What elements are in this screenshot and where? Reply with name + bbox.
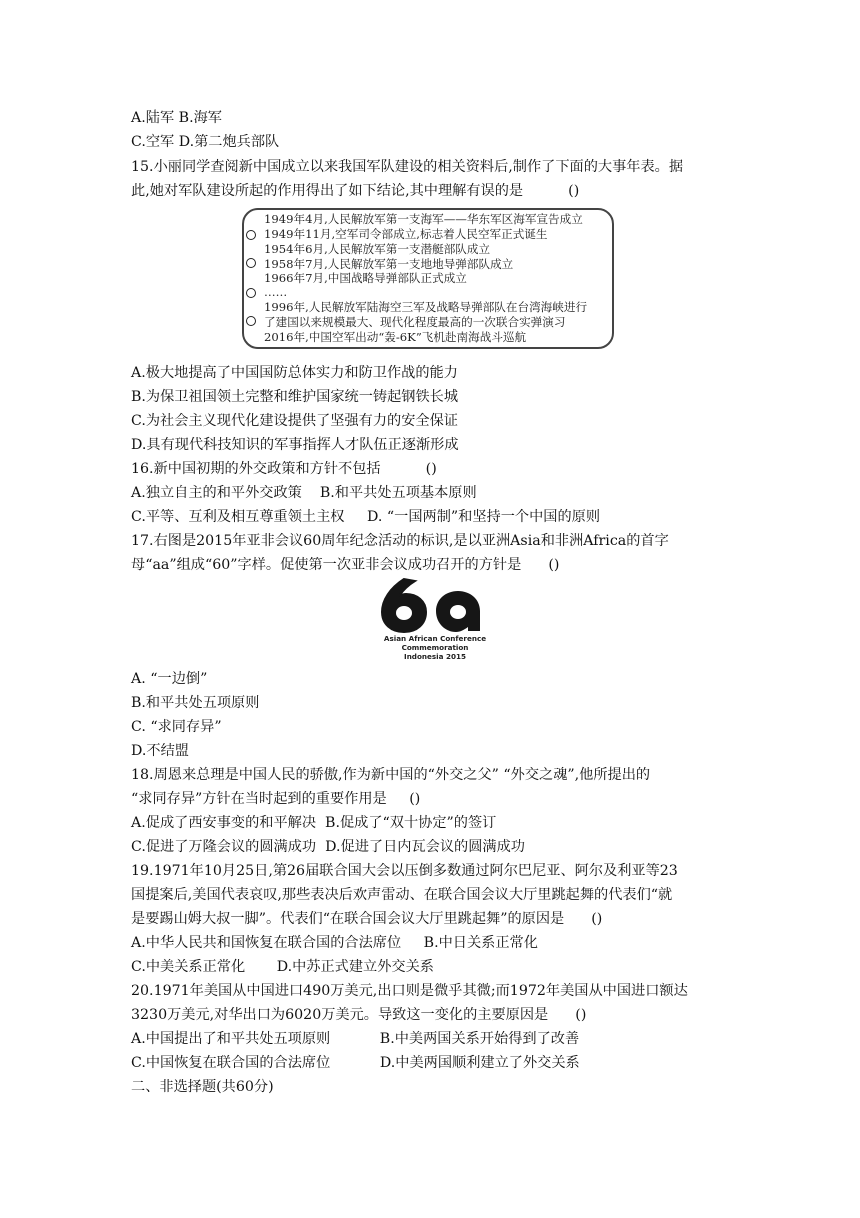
- timeline-entry: 1966年7月,中国战略导弹部队正式成立: [264, 271, 467, 285]
- q18-stem-line2: “求同存异”方针在当时起到的重要作用是 (): [131, 791, 421, 807]
- binder-ring-icon: [246, 288, 256, 298]
- q18-options-ab: A.促成了西安事变的和平解决 B.促成了“双十协定”的签订: [131, 815, 497, 831]
- q16-options-ab: A.独立自主的和平外交政策 B.和平共处五项基本原则: [131, 485, 477, 501]
- timeline-entry: 1954年6月,人民解放军第一支潜艇部队成立: [264, 242, 491, 256]
- timeline-entry: 1949年11月,空军司令部成立,标志着人民空军正式诞生: [264, 227, 548, 241]
- q19-options-cd: C.中美关系正常化 D.中苏正式建立外交关系: [131, 959, 434, 975]
- logo-caption-line2: Commemoration: [401, 643, 469, 652]
- q18-options-cd: C.促进了万隆会议的圆满成功 D.促进了日内瓦会议的圆满成功: [131, 839, 525, 855]
- binder-ring-icon: [246, 316, 256, 326]
- q20-options-cd: C.中国恢复在联合国的合法席位 D.中美两国顺利建立了外交关系: [131, 1055, 580, 1071]
- q15-option-c: C.为社会主义现代化建设提供了坚强有力的安全保证: [131, 413, 458, 429]
- binder-ring-icon: [246, 258, 256, 268]
- timeline-entry: 1996年,人民解放军陆海空三军及战略导弹部队在台湾海峡进行: [264, 300, 588, 314]
- q17-option-d: D.不结盟: [131, 743, 189, 759]
- q18-stem-line1: 18.周恩来总理是中国人民的骄傲,作为新中国的“外交之父” “外交之魂”,他所提出的: [131, 767, 651, 783]
- q17-stem-line1: 17.右图是2015年亚非会议60周年纪念活动的标识,是以亚洲Asia和非洲Africa的首字: [131, 533, 669, 549]
- q19-stem-line2: 国提案后,美国代表哀叹,那些表决后欢声雷动、在联合国会议大厅里跳起舞的代表们“就: [131, 887, 673, 903]
- q17-option-a: A. “一边倒”: [131, 671, 208, 687]
- binder-ring-icon: [246, 230, 256, 240]
- q20-stem-line2: 3230万美元,对华出口为6020万美元。导致这一变化的主要原因是 (): [131, 1007, 587, 1023]
- logo-caption-line3: Indonesia 2015: [404, 652, 466, 661]
- q15-option-d: D.具有现代科技知识的军事指挥人才队伍正逐渐形成: [131, 437, 459, 453]
- timeline-entry: 1949年4月,人民解放军第一支海军——华东军区海军宣告成立: [264, 212, 583, 226]
- q19-stem-line3: 是要踢山姆大叔一脚”。代表们“在联合国会议大厅里跳起舞”的原因是 (): [131, 911, 603, 927]
- q19-options-ab: A.中华人民共和国恢复在联合国的合法席位 B.中日关系正常化: [131, 935, 538, 951]
- timeline-entry: ……: [264, 285, 288, 299]
- q16-stem: 16.新中国初期的外交政策和方针不包括 (): [131, 461, 437, 477]
- q19-stem-line1: 19.1971年10月25日,第26届联合国大会以压倒多数通过阿尔巴尼亚、阿尔及利亚等23: [131, 863, 678, 879]
- timeline-entry: 2016年,中国空军出动“轰-6K”飞机赴南海战斗巡航: [264, 330, 527, 344]
- q17-stem-line2: 母“aa”组成“60”字样。促使第一次亚非会议成功召开的方针是 (): [131, 557, 560, 573]
- section-heading: 二、非选择题(共60分): [131, 1079, 274, 1095]
- q14-options-ab: A.陆军 B.海军: [131, 110, 222, 126]
- q15-option-b: B.为保卫祖国领土完整和维护国家统一铸起钢铁长城: [131, 389, 459, 405]
- q17-option-c: C. “求同存异”: [131, 719, 222, 735]
- logo-caption-line1: Asian African Conference: [383, 634, 487, 643]
- q15-option-a: A.极大地提高了中国国防总体实力和防卫作战的能力: [131, 365, 458, 381]
- q15-stem-line2: 此,她对军队建设所起的作用得出了如下结论,其中理解有误的是 (): [131, 183, 580, 199]
- q16-options-cd: C.平等、互利及相互尊重领土主权 D. “一国两制”和坚持一个中国的原则: [131, 509, 601, 525]
- timeline-entry: 了建国以来规模最大、现代化程度最高的一次联合实弹演习: [264, 315, 566, 329]
- timeline-entry: 1958年7月,人民解放军第一支地地导弹部队成立: [264, 257, 514, 271]
- q20-options-ab: A.中国提出了和平共处五项原则 B.中美两国关系开始得到了改善: [131, 1031, 580, 1047]
- q17-option-b: B.和平共处五项原则: [131, 695, 260, 711]
- q15-stem-line1: 15.小丽同学查阅新中国成立以来我国军队建设的相关资料后,制作了下面的大事年表。据: [131, 159, 684, 175]
- q14-options-cd: C.空军 D.第二炮兵部队: [131, 134, 280, 150]
- q20-stem-line1: 20.1971年美国从中国进口490万美元,出口则是微乎其微;而1972年美国从中国进口额达: [131, 983, 688, 999]
